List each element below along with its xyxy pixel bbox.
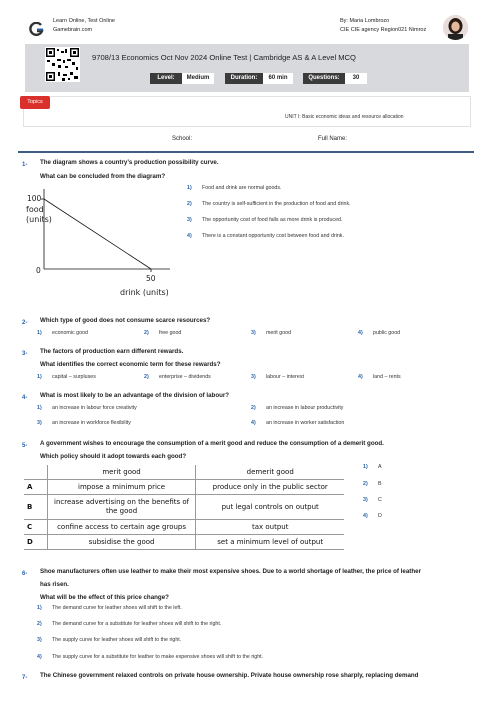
y-tick-label: 100 bbox=[27, 194, 42, 203]
option-number[interactable]: 4) bbox=[37, 654, 42, 660]
option-number[interactable]: 1) bbox=[37, 405, 42, 411]
site-name[interactable]: Gamebrain.com bbox=[53, 27, 93, 33]
test-title: 9708/13 Economics Oct Nov 2024 Online Test | Cambridge AS & A Level MCQ bbox=[92, 53, 356, 62]
option-number[interactable]: 4) bbox=[187, 233, 192, 239]
ppc-graph bbox=[20, 187, 180, 307]
option-text[interactable]: C bbox=[378, 497, 382, 503]
option-number[interactable]: 4) bbox=[358, 330, 363, 336]
site-tagline: Learn Online, Test Online bbox=[53, 18, 115, 24]
question-text: Which type of good does not consume scarce resources? bbox=[40, 317, 211, 324]
merit-policy: increase advertising on the benefits of the good bbox=[47, 495, 196, 520]
x-tick-label: 50 bbox=[146, 274, 156, 283]
qr-code[interactable] bbox=[45, 47, 80, 82]
option-text[interactable]: There is a constant opportunity cost between food and drink. bbox=[202, 233, 344, 239]
topics-box bbox=[23, 96, 471, 127]
option-text[interactable]: free good bbox=[159, 330, 182, 336]
policy-table bbox=[24, 465, 344, 550]
option-text[interactable]: The opportunity cost of food falls as more drink is produced. bbox=[202, 217, 343, 223]
option-number[interactable]: 3) bbox=[251, 374, 256, 380]
question-text: has risen. bbox=[40, 581, 69, 588]
option-number[interactable]: 1) bbox=[37, 605, 42, 611]
option-number[interactable]: 2) bbox=[251, 405, 256, 411]
question-text: The diagram shows a country’s production possibility curve. bbox=[40, 159, 219, 166]
merit-policy: impose a minimum price bbox=[47, 480, 196, 495]
option-number[interactable]: 4) bbox=[363, 513, 368, 519]
option-text[interactable]: enterprise – dividends bbox=[159, 374, 211, 380]
option-text[interactable]: an increase in workforce flexibility bbox=[52, 420, 131, 426]
option-text[interactable]: an increase in worker satisfaction bbox=[266, 420, 345, 426]
question-text: What can be concluded from the diagram? bbox=[40, 173, 166, 180]
option-number[interactable]: 2) bbox=[144, 330, 149, 336]
option-text[interactable]: an increase in labour force creativity bbox=[52, 405, 137, 411]
school-label: School: bbox=[172, 136, 193, 142]
option-number[interactable]: 4) bbox=[358, 374, 363, 380]
option-number[interactable]: 3) bbox=[37, 637, 42, 643]
option-text[interactable]: The country is self-sufficient in the production of food and drink. bbox=[202, 201, 351, 207]
option-text[interactable]: D bbox=[378, 513, 382, 519]
option-text[interactable]: The demand curve for a substitute for leather shoes will shift to the right. bbox=[52, 621, 222, 627]
question-text: What is most likely to be an advantage of the division of labour? bbox=[40, 392, 230, 399]
option-text[interactable]: labour – interest bbox=[266, 374, 304, 380]
option-number[interactable]: 3) bbox=[37, 420, 42, 426]
option-number[interactable]: 1) bbox=[37, 330, 42, 336]
row-letter: A bbox=[24, 480, 47, 495]
demerit-policy: set a minimum level of output bbox=[196, 535, 344, 550]
table-row bbox=[24, 480, 344, 495]
agency-name: CIE CIE agency Region021 Nimroz bbox=[340, 27, 427, 33]
y-axis-unit: (units) bbox=[26, 215, 52, 224]
option-text[interactable]: The demand curve for leather shoes will shift to the left. bbox=[52, 605, 182, 611]
demerit-policy: put legal controls on output bbox=[196, 495, 344, 520]
author-name: By: Maria Lombrozo bbox=[340, 18, 390, 24]
origin-label: 0 bbox=[36, 266, 41, 275]
question-number: 5- bbox=[22, 443, 28, 449]
divider bbox=[18, 151, 474, 153]
level-value: Medium bbox=[182, 73, 214, 84]
option-text[interactable]: The supply curve for a substitute for leather to make expensive shoes will shift to the right. bbox=[52, 654, 264, 660]
question-number: 1- bbox=[22, 162, 28, 168]
option-number[interactable]: 2) bbox=[187, 201, 192, 207]
full-name-label: Full Name: bbox=[318, 136, 348, 142]
duration-value: 60 min bbox=[263, 73, 293, 84]
table-row bbox=[24, 520, 344, 535]
table-header: merit good bbox=[47, 465, 196, 480]
option-text[interactable]: economic good bbox=[52, 330, 88, 336]
duration-label: Duration: bbox=[225, 73, 263, 84]
option-text[interactable]: land – rents bbox=[373, 374, 401, 380]
option-text[interactable]: capital – surpluses bbox=[52, 374, 96, 380]
table-header: demerit good bbox=[196, 465, 344, 480]
option-number[interactable]: 3) bbox=[251, 330, 256, 336]
merit-policy: subsidise the good bbox=[47, 535, 196, 550]
option-number[interactable]: 3) bbox=[187, 217, 192, 223]
demerit-policy: tax output bbox=[196, 520, 344, 535]
question-text: Which policy should it adopt towards each good? bbox=[40, 453, 187, 460]
question-text: What identifies the correct economic term for these rewards? bbox=[40, 361, 221, 368]
unit-label: UNIT I: Basic economic ideas and resource allocation bbox=[285, 114, 404, 120]
level-label: Level: bbox=[150, 73, 182, 84]
option-number[interactable]: 3) bbox=[363, 497, 368, 503]
question-number: 2- bbox=[22, 320, 28, 326]
logo[interactable] bbox=[29, 22, 45, 36]
question-number: 3- bbox=[22, 351, 28, 357]
question-text: What will be the effect of this price change? bbox=[40, 594, 169, 601]
option-text[interactable]: an increase in labour productivity bbox=[266, 405, 344, 411]
row-letter: C bbox=[24, 520, 47, 535]
option-text[interactable]: A bbox=[378, 464, 382, 470]
option-number[interactable]: 1) bbox=[363, 464, 368, 470]
option-text[interactable]: merit good bbox=[266, 330, 292, 336]
row-letter: D bbox=[24, 535, 47, 550]
question-text: The Chinese government relaxed controls on private house ownership. Private house ownership rose sharply, replacing demand bbox=[40, 672, 419, 679]
option-text[interactable]: The supply curve for leather shoes will shift to the right. bbox=[52, 637, 182, 643]
question-text: The factors of production earn different rewards. bbox=[40, 348, 184, 355]
question-number: 6- bbox=[22, 571, 28, 577]
option-number[interactable]: 2) bbox=[144, 374, 149, 380]
option-number[interactable]: 2) bbox=[363, 481, 368, 487]
topics-tag[interactable]: Topics bbox=[20, 96, 50, 109]
questions-label: Questions: bbox=[303, 73, 345, 84]
option-text[interactable]: Food and drink are normal goods. bbox=[202, 185, 282, 191]
merit-policy: confine access to certain age groups bbox=[47, 520, 196, 535]
table-row bbox=[24, 495, 344, 520]
question-text: Shoe manufacturers often use leather to make their most expensive shoes. Due to a world shortage of leather, the price of leather bbox=[40, 568, 421, 575]
question-text: A government wishes to encourage the consumption of a merit good and reduce the consumption of a demerit good. bbox=[40, 440, 384, 447]
test-banner bbox=[25, 44, 469, 92]
y-axis-label: food bbox=[26, 205, 44, 214]
avatar bbox=[443, 15, 468, 40]
option-text[interactable]: B bbox=[378, 481, 382, 487]
question-number: 7- bbox=[22, 675, 28, 681]
option-number[interactable]: 1) bbox=[37, 374, 42, 380]
questions-value: 30 bbox=[345, 73, 367, 84]
row-letter: B bbox=[24, 495, 47, 520]
option-text[interactable]: public good bbox=[373, 330, 401, 336]
demerit-policy: produce only in the public sector bbox=[196, 480, 344, 495]
option-number[interactable]: 1) bbox=[187, 185, 192, 191]
table-row bbox=[24, 535, 344, 550]
option-number[interactable]: 4) bbox=[251, 420, 256, 426]
x-axis-label: drink (units) bbox=[120, 288, 169, 297]
question-number: 4- bbox=[22, 395, 28, 401]
table-corner bbox=[24, 465, 47, 480]
option-number[interactable]: 2) bbox=[37, 621, 42, 627]
